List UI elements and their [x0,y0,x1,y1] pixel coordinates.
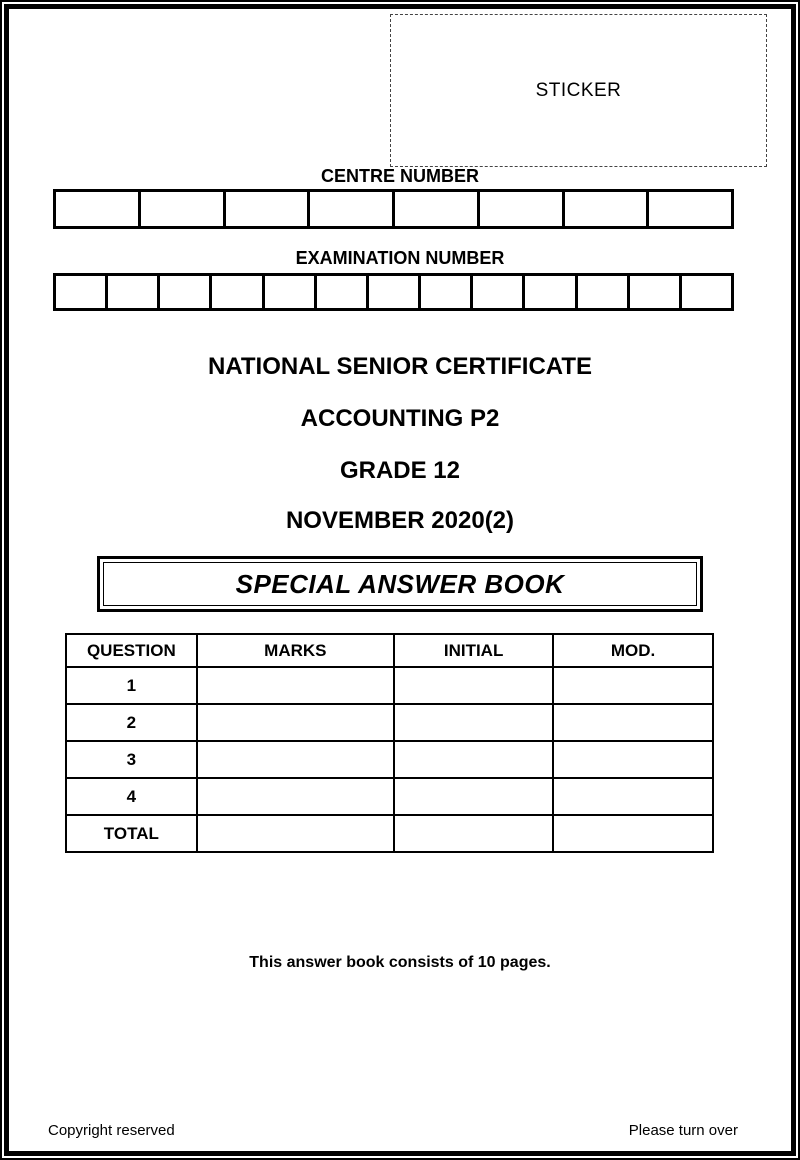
table-row [66,778,713,815]
centre-number-cell [138,189,226,229]
column-header-initial: INITIAL [394,634,553,667]
centre-number-cell [477,189,565,229]
question-cell: 4 [66,778,197,815]
initial-cell [394,704,553,741]
question-cell: 2 [66,704,197,741]
centre-number-label: CENTRE NUMBER [320,166,479,186]
examination-number-cell [575,273,630,311]
centre-number-cell [307,189,395,229]
marks-cell [197,778,394,815]
examination-number-cell [679,273,734,311]
mod-cell [553,778,713,815]
marks-cell [197,741,394,778]
special-answer-book-banner [97,556,703,612]
examination-number-cell [209,273,264,311]
question-cell: 1 [66,667,197,704]
centre-number-grid [53,189,734,229]
examination-number-grid [53,273,734,311]
mod-cell [553,667,713,704]
marks-cell [197,704,394,741]
examination-number-cell [418,273,473,311]
examination-number-cell [627,273,682,311]
mod-cell [553,704,713,741]
question-cell: TOTAL [66,815,197,852]
examination-number-cell [53,273,108,311]
table-row [66,741,713,778]
marks-cell [197,815,394,852]
centre-number-cell [562,189,650,229]
examination-number-cell [522,273,577,311]
copyright-text: Copyright reserved [48,1122,175,1139]
centre-number-cell [53,189,141,229]
centre-number-cell [392,189,480,229]
examination-number-cell [470,273,525,311]
column-header-mod: MOD. [553,634,713,667]
centre-number-cell [646,189,734,229]
initial-cell [394,815,553,852]
centre-number-cell [223,189,311,229]
marks-table-body [66,667,713,852]
question-cell: 3 [66,741,197,778]
sticker-box [390,14,767,167]
marks-cell [197,667,394,704]
examination-number-cell [314,273,369,311]
examination-number-cell [262,273,317,311]
page-count-note: This answer book consists of 10 pages. [249,954,551,971]
initial-cell [394,741,553,778]
initial-cell [394,667,553,704]
column-header-marks: MARKS [197,634,394,667]
title-national-senior-certificate: NATIONAL SENIOR CERTIFICATE [208,353,592,380]
title-paper-name: ACCOUNTING P2 [300,405,500,432]
table-row [66,667,713,704]
mod-cell [553,815,713,852]
turn-over-text: Please turn over [628,1122,738,1139]
sticker-label: STICKER [535,79,622,101]
marks-table [65,633,714,853]
table-row [66,704,713,741]
examination-number-cell [157,273,212,311]
initial-cell [394,778,553,815]
examination-number-label: EXAMINATION NUMBER [295,248,505,268]
title-grade: GRADE 12 [339,457,461,484]
table-header-row [66,634,713,667]
table-row [66,815,713,852]
examination-number-cell [366,273,421,311]
examination-number-cell [105,273,160,311]
mod-cell [553,741,713,778]
title-session: NOVEMBER 2020(2) [285,507,515,534]
column-header-question: QUESTION [66,634,197,667]
special-answer-book-banner-inner [103,562,697,606]
banner-label: SPECIAL ANSWER BOOK [235,568,565,599]
